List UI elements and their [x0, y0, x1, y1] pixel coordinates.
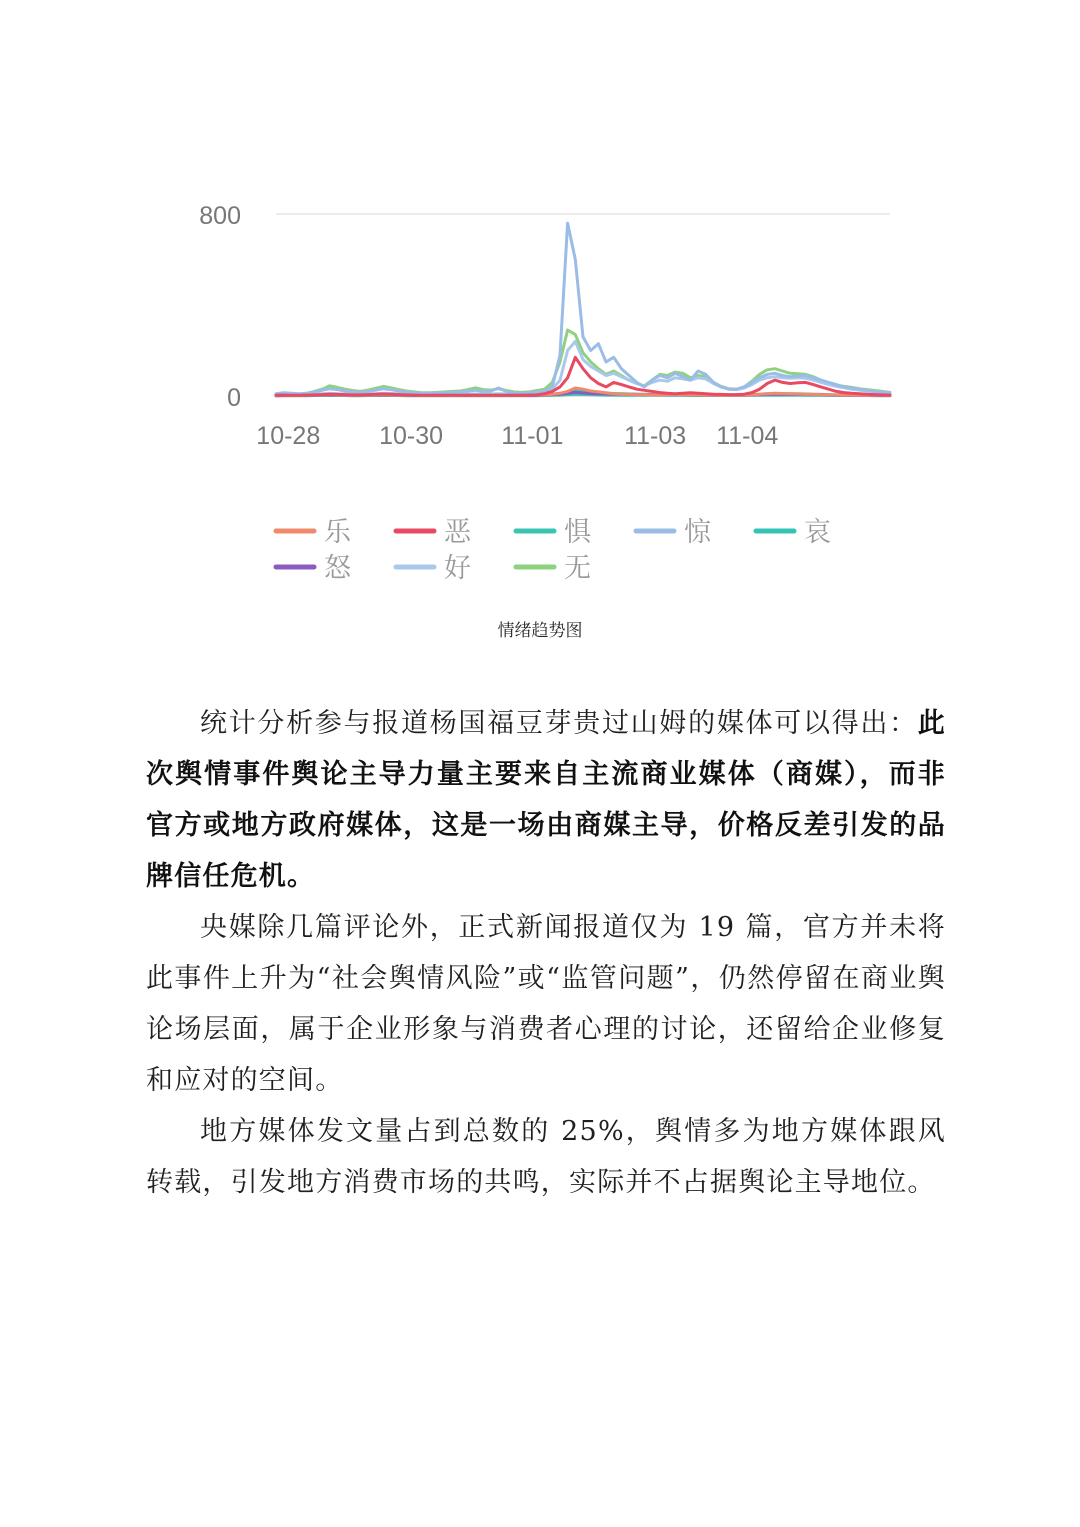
- legend-label: 惧: [564, 517, 591, 548]
- y-tick-label: 0: [227, 384, 241, 412]
- y-tick-label: 800: [199, 202, 241, 230]
- x-tick-label: 11-01: [501, 422, 564, 450]
- emotion-trend-chart: [0, 0, 1080, 600]
- article-body: [146, 698, 946, 1208]
- x-tick-label: 10-30: [379, 422, 444, 450]
- x-tick-label: 11-04: [716, 422, 779, 450]
- x-tick-label: 10-28: [256, 422, 321, 450]
- legend-label: 恶: [444, 517, 471, 548]
- x-axis-ticks: [256, 422, 778, 450]
- legend-label: 好: [444, 553, 471, 584]
- legend-label: 惊: [684, 517, 711, 548]
- y-axis-ticks: [199, 202, 241, 412]
- paragraph-3: 地方媒体发文量占到总数的 25%，舆情多为地方媒体跟风转载，引发地方消费市场的共鸣，实际并不占据舆论主导地位。: [146, 1116, 946, 1198]
- legend-label: 乐: [324, 517, 351, 548]
- paragraph-1-conclusion: 此次舆情事件舆论主导力量主要来自主流商业媒体（商媒），而非官方或地方政府媒体，这是一场由商媒主导，价格反差引发的品牌信任危机。: [146, 708, 946, 892]
- paragraph-2: 央媒除几篇评论外，正式新闻报道仅为 19 篇，官方并未将此事件上升为“社会舆情风险”或“监管问题”，仍然停留在商业舆论场层面，属于企业形象与消费者心理的讨论，还留给企业修复和应对的空间。: [146, 912, 946, 1096]
- paragraph-1-lead: 统计分析参与报道杨国福豆芽贵过山姆的媒体可以得出：: [200, 708, 918, 739]
- legend-label: 哀: [804, 517, 831, 548]
- legend-label: 怒: [324, 553, 351, 584]
- legend-label: 无: [564, 553, 591, 584]
- paragraph-1: [146, 698, 946, 902]
- chart-series: [276, 223, 890, 396]
- x-tick-label: 11-03: [624, 422, 687, 450]
- figure-caption: 情绪趋势图: [497, 621, 583, 641]
- chart-legend: [276, 517, 831, 584]
